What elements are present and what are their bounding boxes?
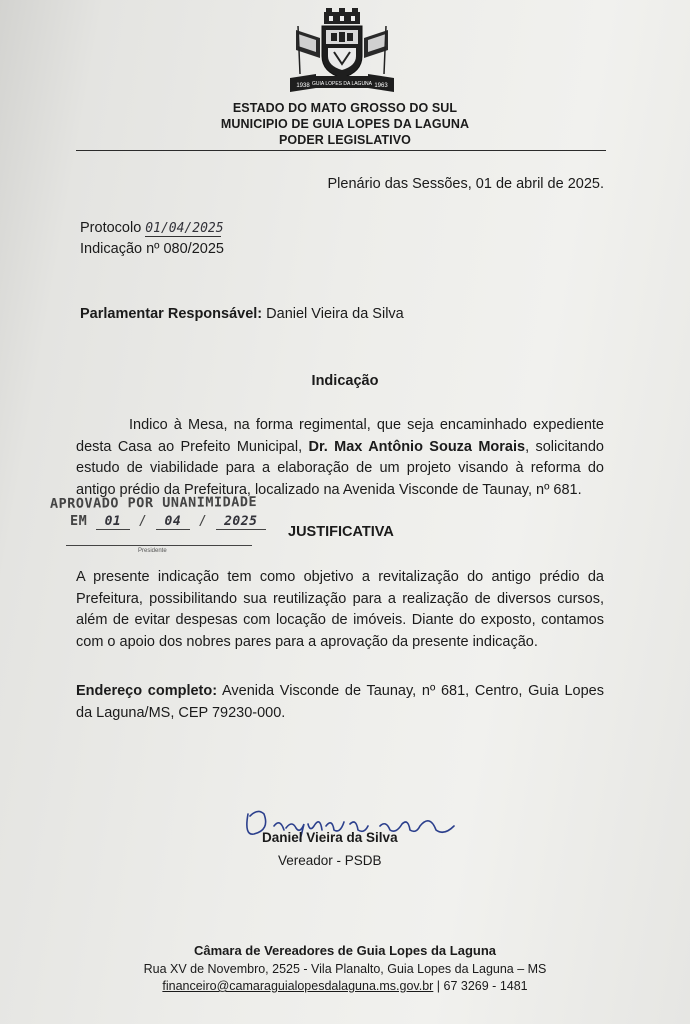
section-indicacao: Indicação (311, 373, 379, 389)
endereco-label: Endereço completo: (76, 683, 218, 699)
parlamentar-line (80, 304, 404, 324)
signature-role: Vereador - PSDB (278, 853, 382, 868)
stamp-em-label: EM (70, 513, 88, 529)
footer-phone: | 67 3269 - 1481 (433, 979, 528, 993)
parlamentar-name: Daniel Vieira da Silva (266, 306, 404, 322)
stamp-signature-line (66, 545, 252, 546)
footer-contact (0, 978, 690, 995)
date-line: Plenário das Sessões, 01 de abril de 2025. (327, 176, 604, 192)
stamp-president-label: Presidente (138, 548, 167, 554)
body-paragraph (76, 415, 604, 501)
municipal-coat-of-arms (286, 8, 398, 94)
signature-name: Daniel Vieira da Silva (262, 830, 398, 845)
body-prefeito-name: Dr. Max Antônio Souza Morais (308, 438, 526, 455)
approval-stamp-title: APROVADO POR UNANIMIDADE (49, 494, 258, 512)
protocolo-line (80, 218, 224, 238)
endereco-value: Avenida Visconde de Taunay, nº 681, Centro, Guia Lopes da Laguna/MS, CEP 79230-000. (76, 683, 604, 721)
crest-year-left: 1938 (296, 83, 310, 89)
footer-address: Rua XV de Novembro, 2525 - Vila Planalto, Guia Lopes da Laguna – MS (143, 962, 547, 976)
section-justificativa: JUSTIFICATIVA (288, 524, 394, 540)
body-text-part1: Indico à Mesa, na forma regimental, que seja encaminhado expediente desta Casa ao Prefeito Municipal, (76, 417, 604, 455)
header-divider (76, 150, 606, 151)
protocolo-label: Protocolo (80, 220, 142, 236)
justificativa-paragraph: A presente indicação tem como objetivo a revitalização do antigo prédio da Prefeitura, possibilitando sua reutilização para a realização de diversos cursos, além de evitar despesas com locação de imóveis. Diante do exposto, contamos com o apoio dos nobres pares para a aprovação da presente indicação. (76, 569, 604, 650)
parlamentar-label: Parlamentar Responsável: (80, 306, 263, 322)
header-legislative: PODER LEGISLATIVO (278, 133, 412, 147)
protocolo-handwritten-date: 01/04/2025 (145, 221, 224, 236)
header-state: ESTADO DO MATO GROSSO DO SUL (232, 101, 458, 115)
stamp-month: 04 (156, 514, 190, 530)
indicacao-number: Indicação nº 080/2025 (80, 241, 224, 257)
stamp-year: 2025 (216, 514, 266, 530)
approval-stamp-date: EM 01 / 04 / 2025 (70, 513, 266, 530)
crest-year-right: 1963 (374, 83, 388, 89)
stamp-day: 01 (96, 514, 130, 530)
endereco-paragraph (76, 681, 604, 724)
footer-chamber-name: Câmara de Vereadores de Guia Lopes da Laguna (194, 943, 496, 958)
crest-banner-text: GUIA LOPES DA LAGUNA (311, 81, 373, 87)
body-text-part2: , solicitando estudo de viabilidade para a elaboração de um projeto visando à reforma do antigo prédio da Prefeitura, localizado na Avenida Visconde de Taunay, nº 681. (76, 438, 604, 498)
header-municipality: MUNICIPIO DE GUIA LOPES DA LAGUNA (220, 117, 470, 131)
footer-email-link[interactable]: financeiro@camaraguialopesdalaguna.ms.gov.br (162, 979, 434, 993)
